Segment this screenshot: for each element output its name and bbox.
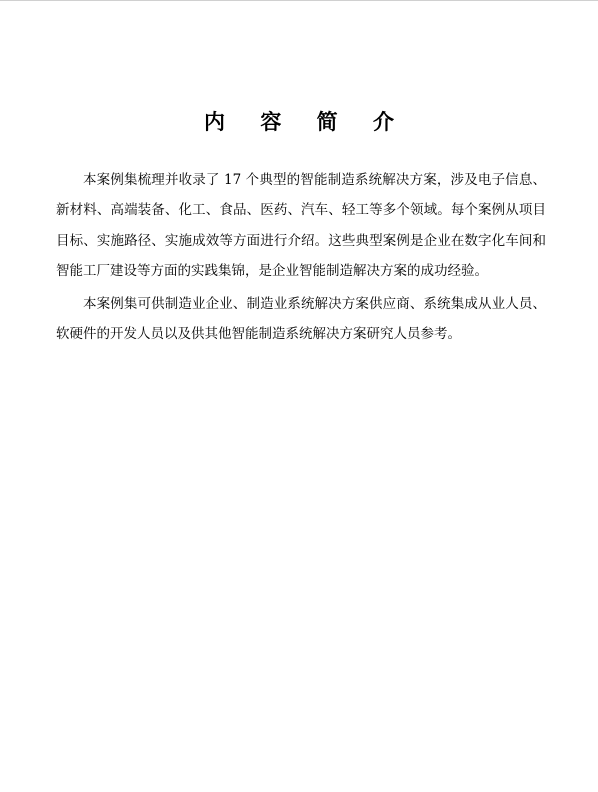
paragraph-introduction: 本案例集梳理并收录了 17 个典型的智能制造系统解决方案，涉及电子信息、新材料、高端装备、化工、食品、医药、汽车、轻工等多个领域。每个案例从项目目标、实施路径、实施成效等方面进行介绍。这些典型案例是企业在数字化车间和智能工厂建设等方面的实践集锦，是企业智能制造解决方案的成功经验。 (56, 172, 546, 279)
paragraph-audience: 本案例集可供制造业企业、制造业系统解决方案供应商、系统集成从业人员、软硬件的开发人员以及供其他智能制造系统解决方案研究人员参考。 (56, 296, 546, 343)
top-border-line (0, 0, 598, 1)
page-title: 内 容 简 介 (204, 109, 408, 134)
body-text (56, 165, 546, 350)
